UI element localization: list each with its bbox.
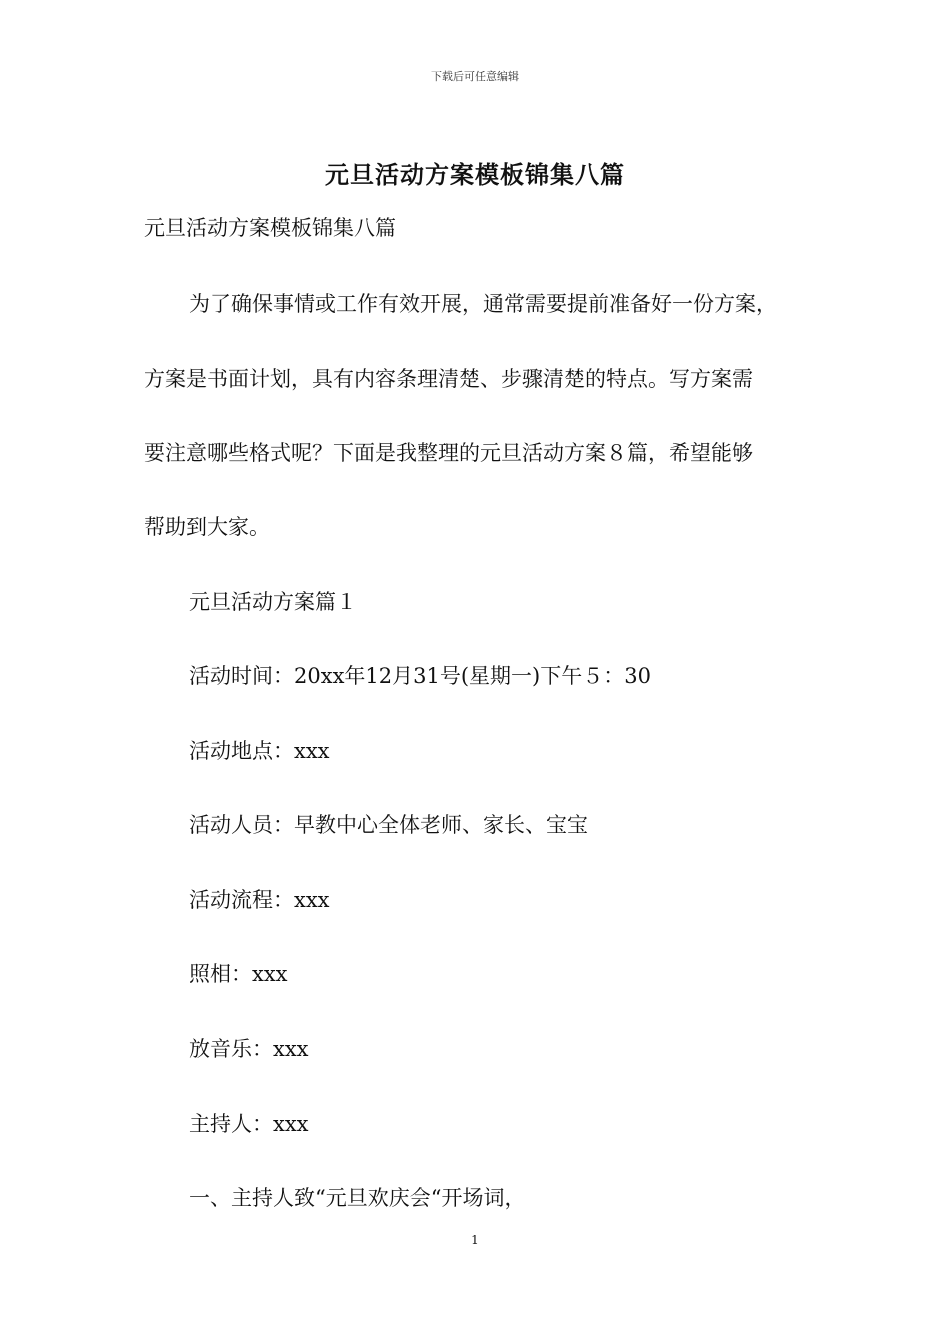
photography: 照相：xxx — [189, 962, 288, 986]
activity-participants: 活动人员：早教中心全体老师、家长、宝宝 — [189, 813, 588, 837]
activity-time: 活动时间：20xx年12月31号(星期一)下午５：30 — [189, 664, 651, 688]
intro-line-4: 帮助到大家。 — [144, 515, 270, 539]
step-one: 一、主持人致“元旦欢庆会“开场词， — [189, 1186, 526, 1210]
section-heading: 元旦活动方案篇１ — [189, 590, 357, 614]
host: 主持人：xxx — [189, 1112, 309, 1136]
intro-line-3: 要注意哪些格式呢？下面是我整理的元旦活动方案８篇，希望能够 — [144, 441, 753, 465]
intro-line-1: 为了确保事情或工作有效开展，通常需要提前准备好一份方案， — [189, 292, 777, 316]
activity-process: 活动流程：xxx — [189, 888, 330, 912]
subtitle-line: 元旦活动方案模板锦集八篇 — [144, 216, 396, 240]
music: 放音乐：xxx — [189, 1037, 309, 1061]
intro-line-2: 方案是书面计划，具有内容条理清楚、步骤清楚的特点。写方案需 — [144, 367, 753, 391]
page-number: 1 — [471, 1233, 479, 1247]
document-title: 元旦活动方案模板锦集八篇 — [325, 160, 625, 189]
header-note: 下载后可任意编辑 — [431, 70, 519, 83]
activity-location: 活动地点：xxx — [189, 739, 330, 763]
